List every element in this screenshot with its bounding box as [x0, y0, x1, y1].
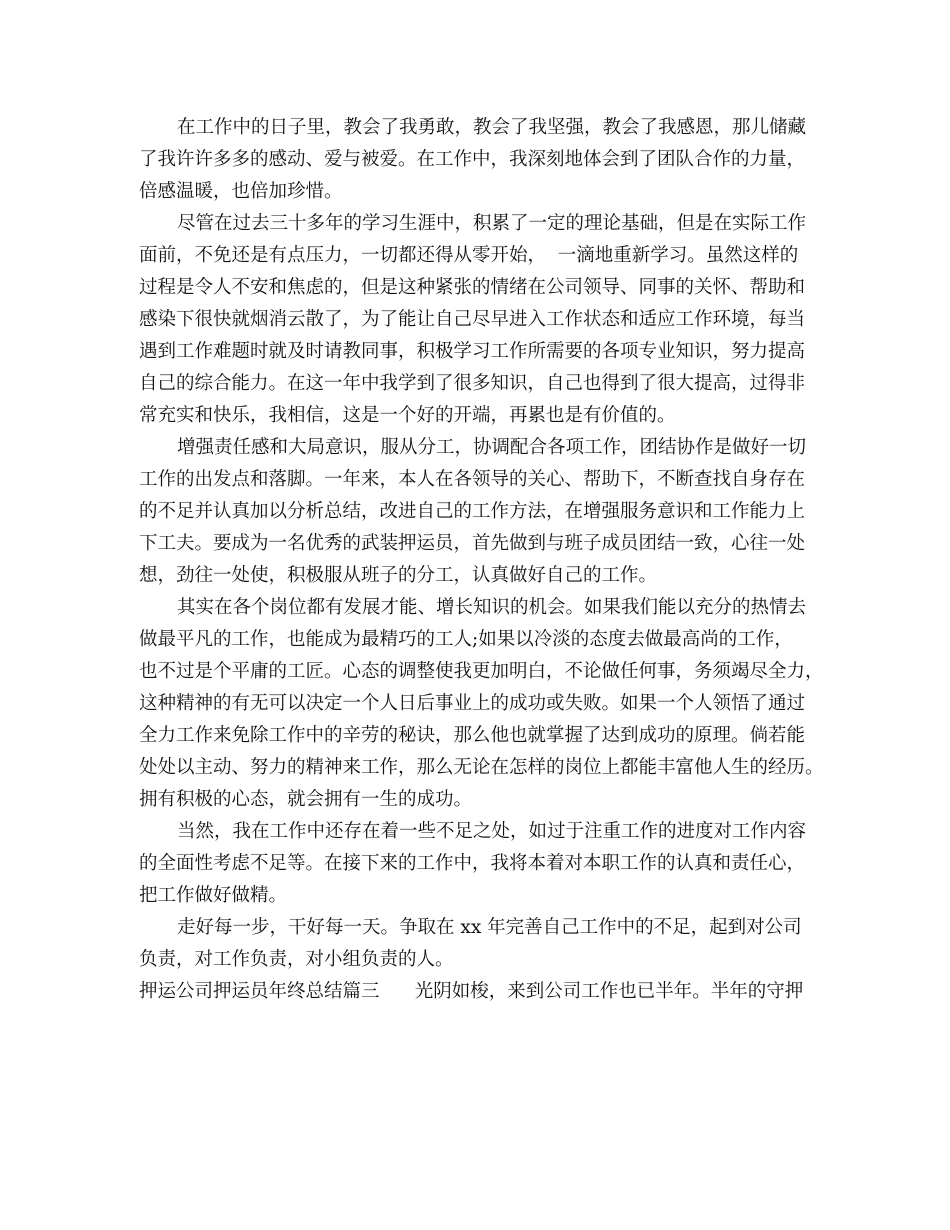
text-line: 全力工作来免除工作中的辛劳的秘诀，那么他也就掌握了达到成功的原理。倘若能 — [139, 725, 806, 746]
text-line: 把工作做好做精。 — [139, 885, 288, 906]
text-line: 尽管在过去三十多年的学习生涯中，积累了一定的理论基础，但是在实际工作 — [177, 213, 807, 234]
text-line: 工作的出发点和落脚。一年来，本人在各领导的关心、帮助下，不断查找自身存在 — [139, 469, 806, 490]
text-line: 负责，对工作负责，对小组负责的人。 — [139, 949, 454, 970]
text-line: 过程是令人不安和焦虑的，但是这种紧张的情绪在公司领导、同事的关怀、帮助和 — [139, 277, 806, 298]
text-line: 当然，我在工作中还存在着一些不足之处，如过于注重工作的进度对工作内容 — [177, 821, 807, 842]
text-line: 走好每一步，干好每一天。争取在 xx 年完善自己工作中的不足，起到对公司 — [177, 917, 802, 938]
text-line: 常充实和快乐，我相信，这是一个好的开端，再累也是有价值的。 — [139, 405, 676, 426]
text-line: 倍感温暖，也倍加珍惜。 — [139, 181, 343, 202]
text-line: 了我许许多多的感动、爱与被爱。在工作中，我深刻地体会到了团队合作的力量， — [139, 149, 806, 170]
text-line: 做最平凡的工作，也能成为最精巧的工人;如果以冷淡的态度去做最高尚的工作， — [139, 629, 793, 650]
text-line: 的不足并认真加以分析总结，改进自己的工作方法，在增强服务意识和工作能力上 — [139, 501, 806, 522]
text-line: 面前，不免还是有点压力，一切都还得从零开始， 一滴地重新学习。虽然这样的 — [139, 245, 799, 266]
text-line: 在工作中的日子里，教会了我勇敢，教会了我坚强，教会了我感恩，那儿储藏 — [177, 117, 807, 138]
text-line: 遇到工作难题时就及时请教同事，积极学习工作所需要的各项专业知识，努力提高 — [139, 341, 806, 362]
document-body — [139, 112, 829, 1008]
text-line: 也不过是个平庸的工匠。心态的调整使我更加明白，不论做任何事，务须竭尽全力， — [139, 661, 824, 682]
text-line: 的全面性考虑不足等。在接下来的工作中，我将本着对本职工作的认真和责任心， — [139, 853, 806, 874]
text-line: 其实在各个岗位都有发展才能、增长知识的机会。如果我们能以充分的热情去 — [177, 597, 807, 618]
text-line: 这种精神的有无可以决定一个人日后事业上的成功或失败。如果一个人领悟了通过 — [139, 693, 806, 714]
text-line: 押运公司押运员年终总结篇三 光阴如梭，来到公司工作也已半年。半年的守押 — [139, 981, 804, 1002]
text-line: 处处以主动、努力的精神来工作，那么无论在怎样的岗位上都能丰富他人生的经历。 — [139, 757, 824, 778]
text-line: 想，劲往一处使，积极服从班子的分工，认真做好自己的工作。 — [139, 565, 658, 586]
text-line: 自己的综合能力。在这一年中我学到了很多知识，自己也得到了很大提高，过得非 — [139, 373, 806, 394]
text-line: 感染下很快就烟消云散了，为了能让自己尽早进入工作状态和适应工作环境，每当 — [139, 309, 806, 330]
text-line: 增强责任感和大局意识，服从分工，协调配合各项工作，团结协作是做好一切 — [177, 437, 807, 458]
text-line: 下工夫。要成为一名优秀的武装押运员，首先做到与班子成员团结一致，心往一处 — [139, 533, 806, 554]
text-line: 拥有积极的心态，就会拥有一生的成功。 — [139, 789, 473, 810]
